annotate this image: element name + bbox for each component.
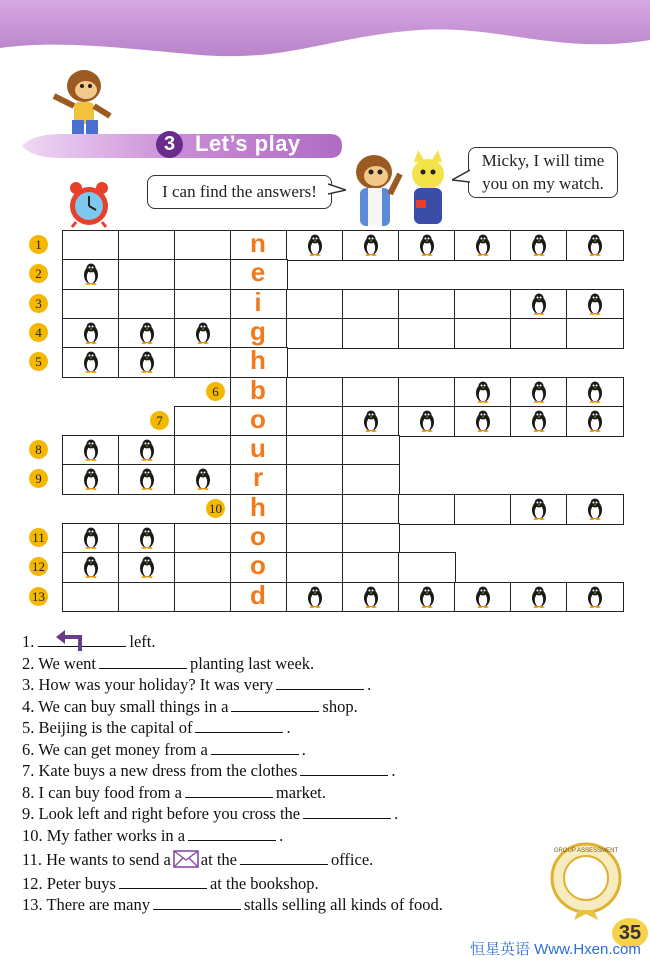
penguin-icon xyxy=(528,410,550,437)
penguin-icon xyxy=(416,586,438,613)
key-letter: b xyxy=(250,374,266,405)
clue-text: left. xyxy=(129,632,156,651)
answer-blank[interactable] xyxy=(276,677,364,690)
answer-cell[interactable] xyxy=(118,582,176,613)
row-number-badge: 8 xyxy=(29,440,48,459)
clue-text: . xyxy=(279,825,284,845)
answer-cell[interactable] xyxy=(398,582,456,613)
answer-cell[interactable] xyxy=(398,494,456,525)
row-number-badge: 6 xyxy=(206,382,225,401)
penguin-icon xyxy=(584,498,606,525)
clue-text: 1. xyxy=(22,632,35,651)
answer-cell[interactable] xyxy=(286,494,344,525)
clue-text: 7. Kate buys a new dress from the clothes xyxy=(22,761,298,780)
penguin-icon xyxy=(80,263,102,290)
answer-cell[interactable] xyxy=(174,435,232,466)
clue-text: 9. Look left and right before you cross the xyxy=(22,804,301,823)
answer-cell[interactable] xyxy=(342,552,400,583)
answer-cell[interactable] xyxy=(510,377,568,408)
clue-text: stalls selling all kinds of food. xyxy=(243,895,443,914)
clue-4 xyxy=(22,697,358,717)
clue-9 xyxy=(22,804,398,824)
clue-text: market. xyxy=(275,782,326,802)
answer-blank[interactable] xyxy=(185,785,273,798)
penguin-icon xyxy=(416,410,438,437)
monkey-and-cat-illustration xyxy=(346,148,456,232)
answer-cell[interactable] xyxy=(118,464,176,495)
clue-text: . xyxy=(367,675,372,694)
answer-cell[interactable] xyxy=(286,464,344,495)
clue-1 xyxy=(22,632,156,652)
answer-cell[interactable] xyxy=(566,406,624,437)
answer-cell[interactable] xyxy=(398,230,456,261)
clue-text: planting last week. xyxy=(189,653,315,673)
answer-cell[interactable] xyxy=(566,494,624,525)
penguin-icon xyxy=(528,293,550,320)
section-title: Let’s play xyxy=(195,131,301,156)
answer-blank[interactable] xyxy=(195,720,283,733)
row-number-badge: 13 xyxy=(29,587,48,606)
answer-cell[interactable] xyxy=(174,318,232,349)
monkey-speech-text: I can find the answers! xyxy=(162,182,317,201)
answer-cell[interactable] xyxy=(510,494,568,525)
answer-cell[interactable] xyxy=(174,230,232,261)
answer-cell[interactable] xyxy=(118,523,176,554)
answer-cell[interactable] xyxy=(62,552,120,583)
answer-cell[interactable] xyxy=(342,406,400,437)
answer-cell[interactable] xyxy=(118,259,176,290)
penguin-icon xyxy=(304,234,326,261)
penguin-icon xyxy=(80,322,102,349)
answer-cell[interactable] xyxy=(118,318,176,349)
answer-cell[interactable] xyxy=(454,406,512,437)
answer-cell[interactable] xyxy=(454,494,512,525)
answer-blank[interactable] xyxy=(211,742,299,755)
clue-3 xyxy=(22,675,371,695)
key-letter: n xyxy=(250,228,266,258)
penguin-icon xyxy=(528,234,550,261)
row-number-badge: 9 xyxy=(29,469,48,488)
answer-cell[interactable] xyxy=(398,289,456,320)
penguin-icon xyxy=(584,381,606,408)
key-letter: g xyxy=(250,315,266,346)
answer-cell[interactable] xyxy=(62,523,120,554)
penguin-icon xyxy=(80,527,102,554)
answer-cell[interactable] xyxy=(510,230,568,261)
answer-cell[interactable] xyxy=(286,377,344,408)
penguin-icon xyxy=(80,556,102,583)
answer-cell[interactable] xyxy=(398,377,456,408)
answer-cell[interactable] xyxy=(174,289,232,320)
penguin-icon xyxy=(304,586,326,613)
row-number-badge: 5 xyxy=(29,352,48,371)
monkey-speech-bubble xyxy=(147,175,332,209)
key-letter: i xyxy=(254,286,262,317)
clue-text: . xyxy=(394,804,399,823)
bubble-tail xyxy=(328,182,346,196)
clue-2 xyxy=(22,654,314,674)
clue-6 xyxy=(22,740,306,760)
key-letter: e xyxy=(250,257,266,288)
penguin-icon xyxy=(136,527,158,554)
answer-cell[interactable] xyxy=(118,289,176,320)
alarm-clock-icon xyxy=(64,180,114,228)
penguin-icon xyxy=(136,556,158,583)
answer-cell[interactable] xyxy=(174,523,232,554)
answer-cell[interactable] xyxy=(510,289,568,320)
penguin-icon xyxy=(136,468,158,495)
svg-text:GROUP ASSESSMENT: GROUP ASSESSMENT xyxy=(553,848,619,854)
answer-cell[interactable] xyxy=(62,259,120,290)
clue-8 xyxy=(22,783,326,803)
clue-text: . xyxy=(301,739,306,759)
answer-blank[interactable] xyxy=(99,656,187,669)
answer-cell[interactable] xyxy=(342,582,400,613)
answer-cell[interactable] xyxy=(342,464,400,495)
cat-speech-bubble xyxy=(468,147,618,198)
row-number-badge: 3 xyxy=(29,294,48,313)
answer-cell[interactable] xyxy=(118,435,176,466)
answer-cell[interactable] xyxy=(62,318,120,349)
answer-blank[interactable] xyxy=(231,699,319,712)
answer-cell[interactable] xyxy=(62,464,120,495)
answer-cell[interactable] xyxy=(174,464,232,495)
penguin-icon xyxy=(80,468,102,495)
penguin-icon xyxy=(136,439,158,466)
answer-cell[interactable] xyxy=(118,347,176,378)
answer-cell[interactable] xyxy=(174,406,232,437)
answer-cell[interactable] xyxy=(566,230,624,261)
penguin-icon xyxy=(528,586,550,613)
envelope-icon xyxy=(171,850,201,869)
answer-cell[interactable] xyxy=(510,318,568,349)
clue-text: 4. We can buy small things in a xyxy=(22,696,229,716)
penguin-icon xyxy=(472,586,494,613)
penguin-icon xyxy=(584,586,606,613)
answer-cell[interactable] xyxy=(118,230,176,261)
penguin-icon xyxy=(80,351,102,378)
penguin-icon xyxy=(472,410,494,437)
answer-blank[interactable] xyxy=(240,852,328,865)
penguin-icon xyxy=(360,410,382,437)
answer-blank[interactable] xyxy=(303,806,391,819)
penguin-icon xyxy=(80,439,102,466)
answer-cell[interactable] xyxy=(454,289,512,320)
row-number-badge: 10 xyxy=(206,499,225,518)
answer-cell[interactable] xyxy=(286,523,344,554)
answer-cell[interactable] xyxy=(62,347,120,378)
clue-text: 13. There are many xyxy=(22,895,150,914)
penguin-icon xyxy=(528,498,550,525)
cat-speech-line-2: you on my watch. xyxy=(482,174,604,193)
answer-cell[interactable] xyxy=(342,494,400,525)
answer-cell[interactable] xyxy=(174,552,232,583)
penguin-icon xyxy=(360,234,382,261)
answer-cell[interactable] xyxy=(286,435,344,466)
clue-text: at the bookshop. xyxy=(209,873,319,893)
answer-cell[interactable] xyxy=(174,259,232,290)
row-number-badge: 2 xyxy=(29,264,48,283)
row-number-badge: 11 xyxy=(29,528,48,547)
penguin-icon xyxy=(584,234,606,261)
section-number-badge: 3 xyxy=(156,131,183,158)
clue-text: 5. Beijing is the capital of xyxy=(22,718,193,737)
clue-text: shop. xyxy=(322,696,358,716)
answer-cell[interactable] xyxy=(342,230,400,261)
answer-cell[interactable] xyxy=(454,318,512,349)
answer-cell[interactable] xyxy=(62,289,120,320)
key-letter: h xyxy=(250,491,266,522)
answer-cell[interactable] xyxy=(566,318,624,349)
answer-cell[interactable] xyxy=(286,552,344,583)
clue-text: office. xyxy=(330,849,374,869)
answer-cell[interactable] xyxy=(510,406,568,437)
answer-cell[interactable] xyxy=(342,523,400,554)
answer-cell[interactable] xyxy=(342,435,400,466)
penguin-icon xyxy=(136,322,158,349)
answer-cell[interactable] xyxy=(286,582,344,613)
answer-cell[interactable] xyxy=(174,347,232,378)
clue-text: 2. We went xyxy=(22,653,96,673)
key-letter: o xyxy=(250,403,266,434)
penguin-icon xyxy=(528,381,550,408)
clue-text: 10. My father works in a xyxy=(22,825,186,845)
key-letter: r xyxy=(252,462,264,493)
row-number-badge: 1 xyxy=(29,235,48,254)
clue-13 xyxy=(22,895,443,915)
clue-11 xyxy=(22,850,373,870)
answer-cell[interactable] xyxy=(454,582,512,613)
clue-text: 6. We can get money from a xyxy=(22,739,208,759)
answer-cell[interactable] xyxy=(510,582,568,613)
answer-cell[interactable] xyxy=(398,318,456,349)
answer-cell[interactable] xyxy=(62,230,120,261)
key-letter: d xyxy=(250,579,266,610)
answer-cell[interactable] xyxy=(342,289,400,320)
penguin-icon xyxy=(584,410,606,437)
clue-text: 8. I can buy food from a xyxy=(22,782,182,802)
answer-cell[interactable] xyxy=(286,230,344,261)
clue-5 xyxy=(22,718,291,738)
cat-speech-line-1: Micky, I will time xyxy=(481,151,605,170)
answer-cell[interactable] xyxy=(398,552,456,583)
answer-cell[interactable] xyxy=(398,406,456,437)
row-number-badge: 7 xyxy=(150,411,169,430)
answer-cell[interactable] xyxy=(454,377,512,408)
clue-text: . xyxy=(391,761,396,780)
answer-cell[interactable] xyxy=(342,318,400,349)
answer-blank[interactable] xyxy=(300,763,388,776)
clue-7 xyxy=(22,761,396,781)
penguin-icon xyxy=(136,351,158,378)
key-letter: h xyxy=(250,345,266,376)
answer-blank[interactable] xyxy=(119,876,207,889)
page-number: 35 xyxy=(612,918,648,948)
answer-cell[interactable] xyxy=(174,582,232,613)
answer-blank[interactable] xyxy=(153,897,241,910)
clue-text: 12. Peter buys xyxy=(22,873,116,893)
clue-text: at the xyxy=(200,849,237,869)
row-number-badge: 4 xyxy=(29,323,48,342)
answer-cell[interactable] xyxy=(62,582,120,613)
answer-cell[interactable] xyxy=(566,377,624,408)
key-letter: o xyxy=(250,521,266,551)
penguin-icon xyxy=(472,381,494,408)
answer-cell[interactable] xyxy=(566,289,624,320)
answer-cell[interactable] xyxy=(62,435,120,466)
clue-text: . xyxy=(286,718,291,737)
penguin-icon xyxy=(360,586,382,613)
answer-cell[interactable] xyxy=(454,230,512,261)
answer-blank[interactable] xyxy=(188,828,276,841)
top-wave-decoration xyxy=(0,0,650,70)
answer-cell[interactable] xyxy=(342,377,400,408)
penguin-icon xyxy=(416,234,438,261)
clue-12 xyxy=(22,874,319,894)
key-letter: u xyxy=(250,433,266,464)
site-watermark: 恒星英语 Www.Hxen.com xyxy=(470,941,641,958)
clue-text: 11. He wants to send a xyxy=(22,849,171,869)
answer-cell[interactable] xyxy=(286,318,344,349)
answer-cell[interactable] xyxy=(566,582,624,613)
clue-10 xyxy=(22,826,283,846)
penguin-icon xyxy=(472,234,494,261)
clue-text: 3. How was your holiday? It was very xyxy=(22,675,274,694)
answer-cell[interactable] xyxy=(118,552,176,583)
row-number-badge: 12 xyxy=(29,557,48,576)
group-assessment-seal xyxy=(548,840,624,920)
key-letter: o xyxy=(250,550,266,581)
penguin-icon xyxy=(584,293,606,320)
penguin-icon xyxy=(192,468,214,495)
answer-cell[interactable] xyxy=(286,406,344,437)
penguin-icon xyxy=(192,322,214,349)
answer-cell[interactable] xyxy=(286,289,344,320)
